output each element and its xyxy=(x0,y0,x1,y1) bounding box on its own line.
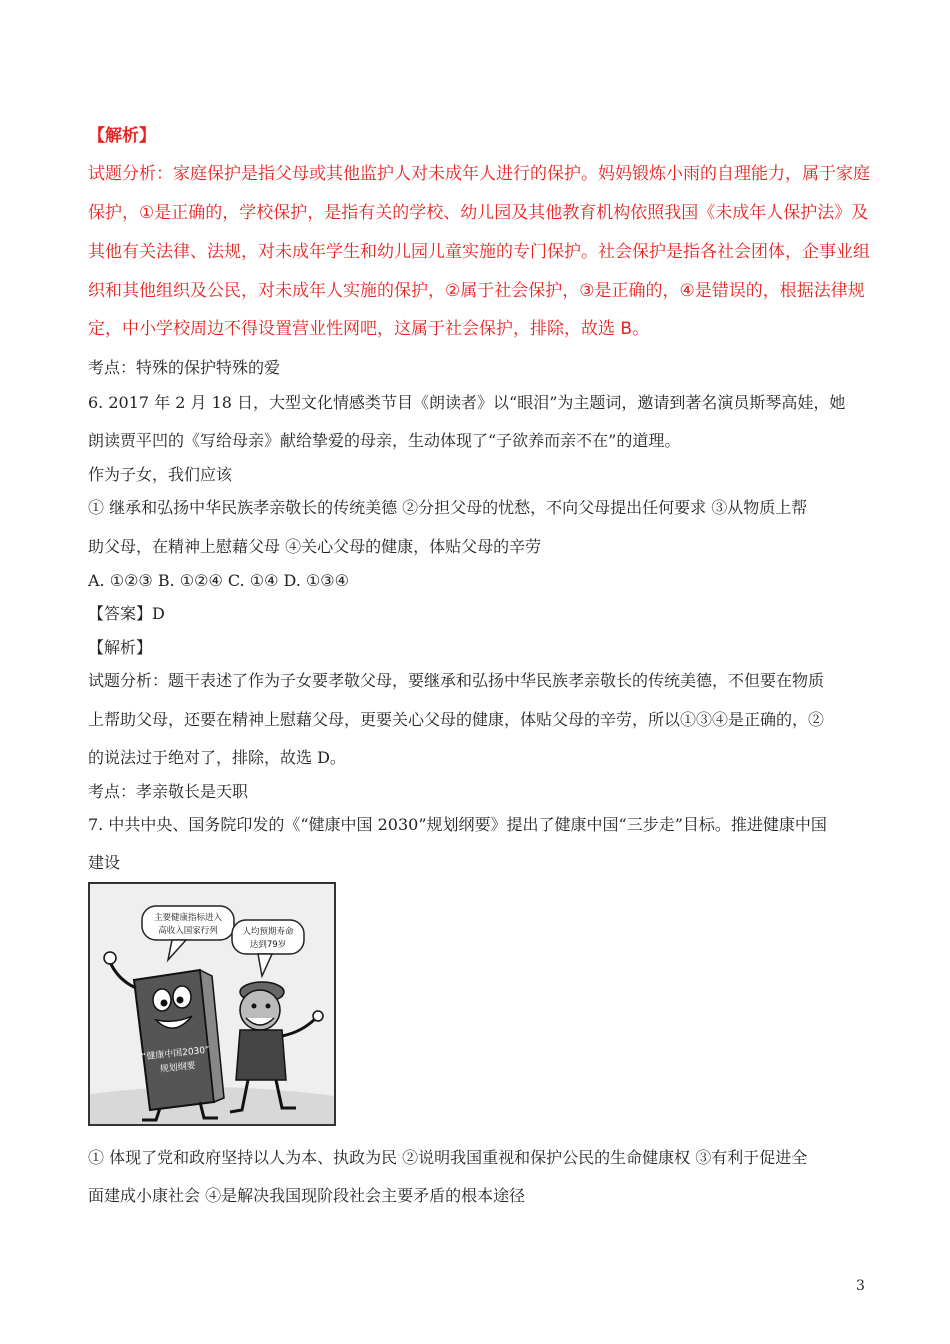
bubble1-line1: 主要健康指标进入 xyxy=(153,913,223,923)
text-line: A. ①②③ B. ①②④ C. ①④ D. ①③④ xyxy=(88,571,349,590)
bubble1-line2: 高收入国家行列 xyxy=(158,926,218,936)
text-line: 【解析】 xyxy=(88,638,153,657)
text-line: 织和其他组织及公民，对未成年人实施的保护，②属于社会保护，③是正确的，④是错误的，根据法律规 xyxy=(88,281,865,301)
text-line: 上帮助父母，还要在精神上慰藉父母，更要关心父母的健康，体贴父母的辛劳，所以①③④是正确的，② xyxy=(88,710,825,729)
text-line: 【答案】D xyxy=(88,604,165,623)
bubble2-line1: 人均预期寿命 xyxy=(242,927,294,937)
bubble2-line2: 达到79岁 xyxy=(249,940,287,950)
text-line: 其他有关法律、法规，对未成年学生和幼儿园儿童实施的专门保护。社会保护是指各社会团体，企事业组 xyxy=(88,242,870,262)
page-number: 3 xyxy=(856,1278,865,1294)
text-line: 考点：特殊的保护特殊的爱 xyxy=(88,358,281,377)
text-line: 保护，①是正确的，学校保护，是指有关的学校、幼儿园及其他教育机构依照我国《未成年人保护法》及 xyxy=(88,203,869,223)
text-line: 定，中小学校周边不得设置营业性网吧，这属于社会保护，排除，故选 B。 xyxy=(88,319,650,339)
text-line: ① 继承和弘扬中华民族孝亲敬长的传统美德 ②分担父母的忧愁，不向父母提出任何要求 ③从物质上帮 xyxy=(88,498,808,517)
text-line: 考点：孝亲敬长是天职 xyxy=(88,782,249,801)
text-line: 的说法过于绝对了，排除，故选 D。 xyxy=(88,748,346,767)
cartoon-illustration xyxy=(90,884,334,1124)
text-line: 【解析】 xyxy=(88,126,156,146)
text-line: 朗读贾平凹的《写给母亲》献给挚爱的母亲，生动体现了“子欲养而亲不在”的道理。 xyxy=(88,431,681,450)
text-line: ① 体现了党和政府坚持以人为本、执政为民 ②说明我国重视和保护公民的生命健康权 ③有利于促进全 xyxy=(88,1148,808,1167)
text-line: 7. 中共中央、国务院印发的《“健康中国 2030”规划纲要》提出了健康中国“三步走”目标。推进健康中国 xyxy=(88,815,827,834)
text-line: 试题分析：题干表述了作为子女要孝敬父母，要继承和弘扬中华民族孝亲敬长的传统美德，不但要在物质 xyxy=(88,671,825,690)
text-line: 作为子女，我们应该 xyxy=(88,465,233,484)
text-line: 建设 xyxy=(88,853,121,872)
text-line: 助父母，在精神上慰藉父母 ④关心父母的健康，体贴父母的辛劳 xyxy=(88,537,542,556)
text-line: 试题分析：家庭保护是指父母或其他监护人对未成年人进行的保护。妈妈锻炼小雨的自理能力，属于家庭 xyxy=(88,164,870,184)
book-title-line1: “健康中国2030” xyxy=(141,1045,211,1063)
text-line: 6. 2017 年 2 月 18 日，大型文化情感类节目《朗读者》以“眼泪”为主题词，邀请到著名演员斯琴高娃，她 xyxy=(88,393,846,412)
text-line: 面建成小康社会 ④是解决我国现阶段社会主要矛盾的根本途径 xyxy=(88,1186,526,1205)
book-title-line2: 规划纲要 xyxy=(159,1061,197,1075)
health-china-cartoon xyxy=(88,882,336,1126)
